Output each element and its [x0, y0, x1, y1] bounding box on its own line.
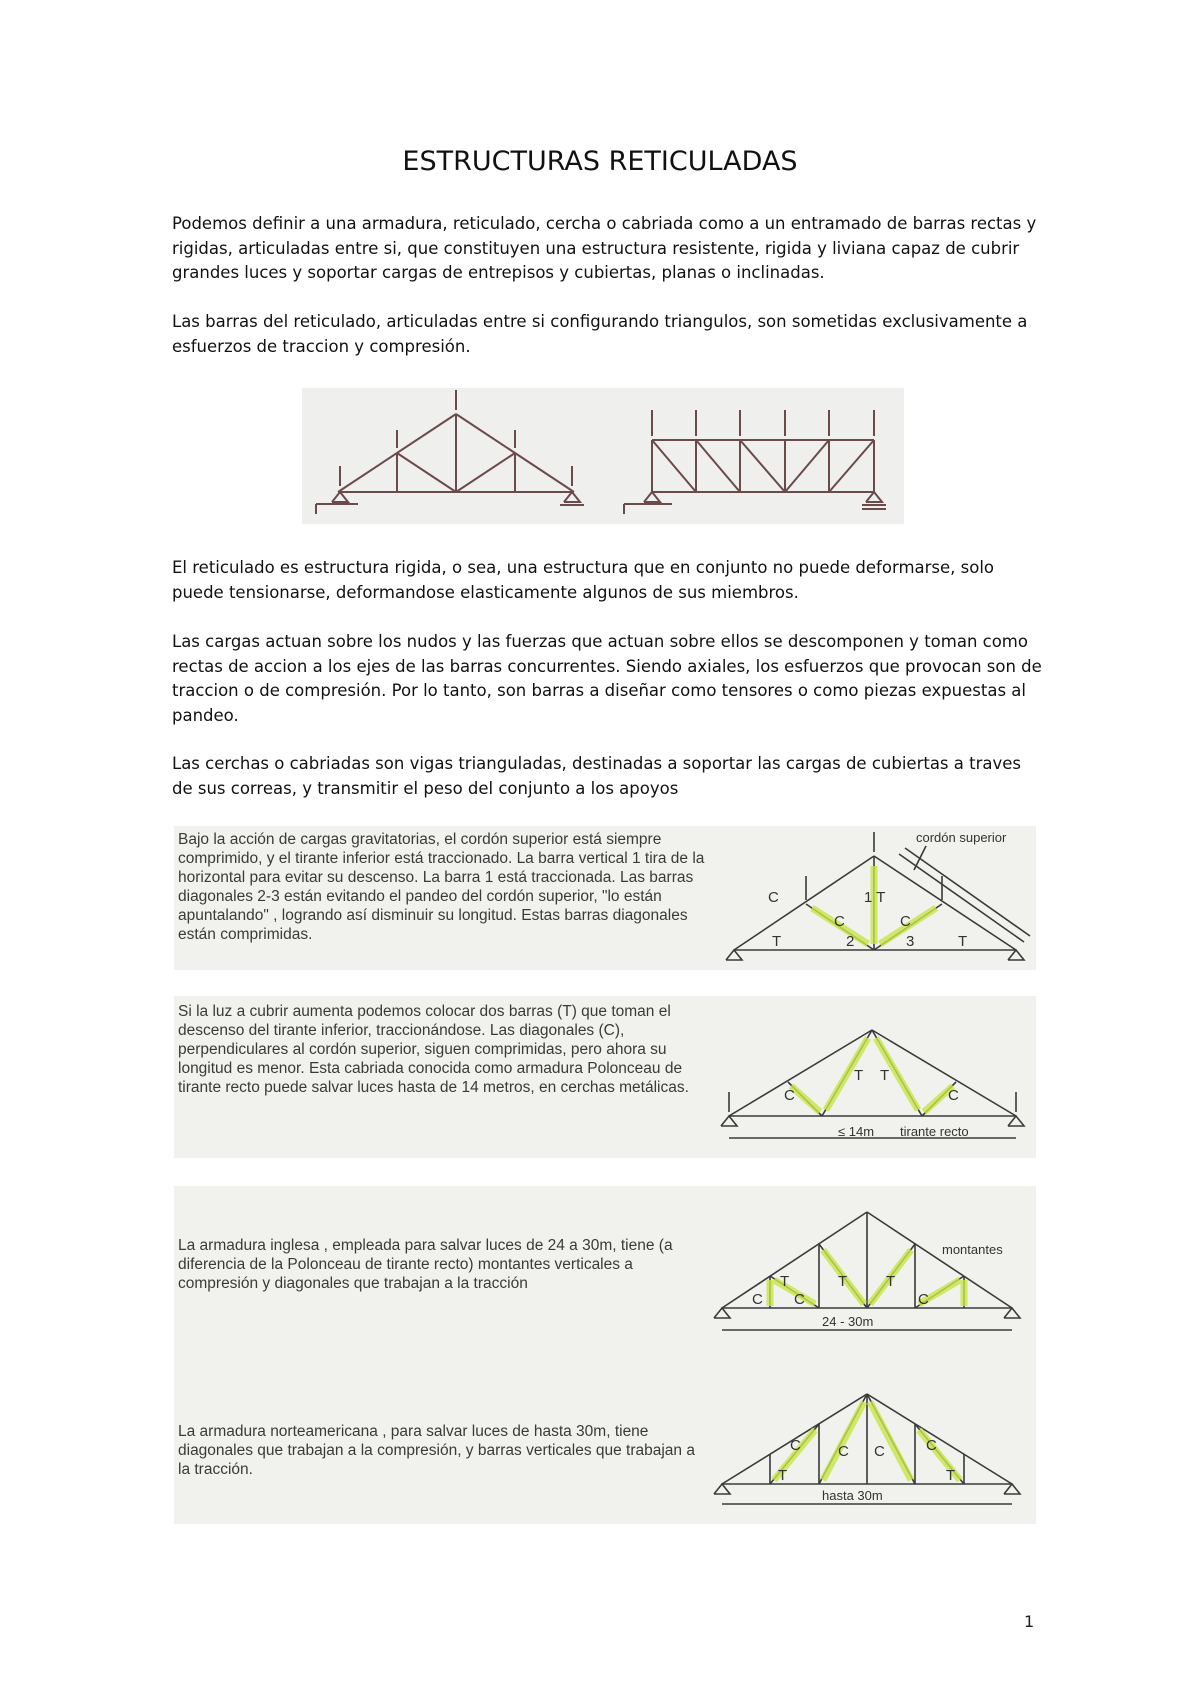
label-c1: C: [768, 889, 779, 906]
label-c-ing-3: C: [918, 1291, 929, 1308]
figure-4-trusses: [174, 1186, 1036, 1524]
label-2: 2: [846, 933, 855, 950]
label-c-nor-4: C: [926, 1437, 937, 1454]
label-c-nor-2: C: [838, 1443, 849, 1460]
figure-4-text-inglesa: La armadura inglesa , empleada para salvar luces de 24 a 30m, tiene (a diferencia de la Polonceau de tirante recto) montantes verticales a compresión y diagonales que trabajan a la tracción: [178, 1237, 673, 1292]
label-t-ing-1: T: [780, 1273, 790, 1290]
page-number: 1: [1024, 1612, 1035, 1631]
figure-2-text: Bajo la acción de cargas gravitatorias, el cordón superior está siempre comprimido, y el tirante inferior está traccionado. La barra vertical 1 tira de la horizontal para evitar su descenso. La barra 1 está traccionada. Las barras diagonales 2-3 están evitando el pandeo del cordón superior, "lo están apuntalando" , logrando así disminuir su longitud. Estas barras diagonales están comprimidas.: [178, 831, 705, 943]
truss-diagrams-svg: [302, 388, 904, 524]
label-span-14: ≤ 14m: [838, 1124, 875, 1139]
label-c-nor-1: C: [790, 1437, 801, 1454]
figure-polonceau: [174, 996, 1036, 1158]
label-c-ing-2: C: [794, 1291, 805, 1308]
paragraph-2: Las barras del reticulado, articuladas entre si configurando triangulos, son sometidas exclusivamente a esfuerzos de traccion y compresión.: [172, 312, 1028, 356]
figure-inglesa-norteamericana: [174, 1186, 1036, 1524]
label-t2: T: [772, 933, 782, 950]
label-c3: C: [900, 913, 911, 930]
paragraph-4: Las cargas actuan sobre los nudos y las fuerzas que actuan sobre ellos se descomponen y toman como rectas de accion a los ejes de las barras concurrentes. Siendo axiales, los esfuerzos que provocan son de traccion o de compresión. Por lo tanto, son barras a diseñar como tensores o como piezas expuestas al pandeo.: [172, 632, 1042, 725]
label-t3: T: [958, 933, 968, 950]
label-montantes: montantes: [942, 1242, 1003, 1257]
label-3: 3: [906, 933, 915, 950]
figure-cordon-superior: [174, 826, 1036, 970]
label-c-right: C: [948, 1087, 959, 1104]
label-t-nor-2: T: [946, 1467, 956, 1484]
label-1t: 1 T: [864, 889, 886, 906]
label-tirante-recto: tirante recto: [900, 1124, 969, 1139]
figure-3-text: Si la luz a cubrir aumenta podemos colocar dos barras (T) que toman el descenso del tirante inferior, traccionándose. Las diagonales (C), perpendiculares al cordón superior, siguen comprimidas, pero ahora su longitud es menor. Esta cabriada conocida como armadura Polonceau de tirante recto puede salvar luces hasta de 14 metros, en cerchas metálicas.: [178, 1003, 689, 1096]
paragraph-3: El reticulado es estructura rigida, o sea, una estructura que en conjunto no puede deformarse, solo puede tensionarse, deformandose elasticamente algunos de sus miembros.: [172, 558, 995, 602]
truss-diagrams-figure: [302, 388, 904, 524]
figure-4-text-norte: La armadura norteamericana , para salvar luces de hasta 30m, tiene diagonales que trabajan a la compresión, y barras verticales que trabajan a la tracción.: [178, 1423, 695, 1478]
label-c-ing-1: C: [752, 1291, 763, 1308]
label-span-hasta-30: hasta 30m: [822, 1488, 883, 1503]
label-t-left: T: [854, 1067, 864, 1084]
label-c-left: C: [784, 1087, 795, 1104]
label-cordon-superior: cordón superior: [916, 830, 1007, 845]
label-c-nor-3: C: [874, 1443, 885, 1460]
label-span-24-30: 24 - 30m: [822, 1314, 874, 1329]
figure-3-truss: [174, 996, 1036, 1158]
label-c2: C: [834, 913, 845, 930]
label-t-right: T: [880, 1067, 890, 1084]
page-title: ESTRUCTURAS RETICULADAS: [402, 146, 798, 177]
label-t-ing-3: T: [886, 1273, 896, 1290]
paragraph-1: Podemos definir a una armadura, reticulado, cercha o cabriada como a un entramado de barras rectas y rigidas, articuladas entre si, que constituyen una estructura resistente, rigida y liviana capaz de cubrir grandes luces y soportar cargas de entrepisos y cubiertas, planas o inclinadas.: [172, 214, 1037, 282]
paragraph-5: Las cerchas o cabriadas son vigas trianguladas, destinadas a soportar las cargas de cubiertas a traves de sus correas, y transmitir el peso del conjunto a los apoyos: [172, 754, 1022, 798]
label-t-ing-2: T: [838, 1273, 848, 1290]
label-t-nor-1: T: [778, 1467, 788, 1484]
figure-2-truss: [174, 826, 1036, 970]
